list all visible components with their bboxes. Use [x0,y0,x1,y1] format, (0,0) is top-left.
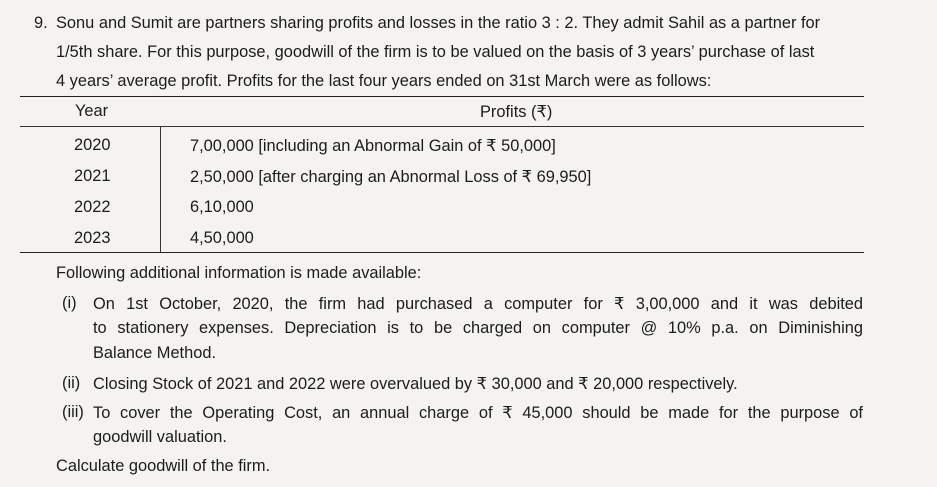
info-item-line: goodwill valuation. [93,428,227,446]
table-row-profit: 6,10,000 [190,198,254,216]
table-row-profit: 4,50,000 [190,229,254,247]
table-row-year: 2022 [74,198,111,216]
info-item-label: (ii) [62,374,81,392]
table-row-year: 2020 [74,136,111,154]
closing-instruction: Calculate goodwill of the firm. [56,457,271,475]
profits-table [20,96,864,254]
question-line: Sonu and Sumit are partners sharing profits and losses in the ratio 3 : 2. They admit Sahil as a partner for [56,14,821,32]
info-item-label: (i) [62,294,77,312]
question-line: 4 years’ average profit. Profits for the last four years ended on 31st March were as follows: [56,72,712,90]
table-bottom-rule [20,252,864,253]
info-item-line: Closing Stock of 2021 and 2022 were overvalued by ₹ 30,000 and ₹ 20,000 respectively. [93,375,738,393]
question-number: 9. [34,14,48,32]
profits-column-header: Profits (₹) [480,103,553,121]
year-column-header: Year [75,102,109,120]
table-row-profit: 2,50,000 [after charging an Abnormal Loss of ₹ 69,950] [190,168,592,186]
info-item-line: On 1st October, 2020, the firm had purchased a computer for ₹ 3,00,000 and it was debited [93,295,863,313]
table-row-year: 2023 [74,229,111,247]
additional-info-heading: Following additional information is made available: [56,264,422,282]
question-line: 1/5th share. For this purpose, goodwill of the firm is to be valued on the basis of 3 years’ purchase of last [56,43,815,61]
info-item-line: Balance Method. [93,344,217,362]
table-header-rule [20,126,864,127]
table-row-year: 2021 [74,167,111,185]
info-item-line: To cover the Operating Cost, an annual charge of ₹ 45,000 should be made for the purpose of [93,404,863,422]
info-item-line: to stationery expenses. Depreciation is to be charged on computer @ 10% p.a. on Diminishing [93,319,863,337]
table-top-rule [20,96,864,97]
table-row-profit: 7,00,000 [including an Abnormal Gain of ₹ 50,000] [190,137,556,155]
table-column-divider [160,127,161,252]
info-item-label: (iii) [62,403,84,421]
